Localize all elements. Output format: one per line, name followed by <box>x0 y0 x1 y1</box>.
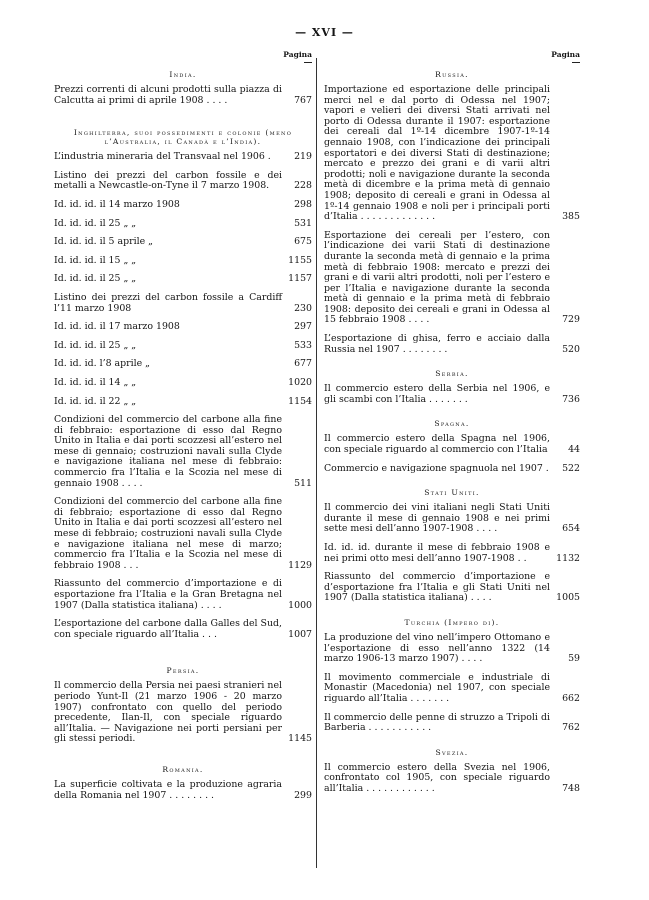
left-column <box>54 50 312 809</box>
entry-page-number: 654 <box>562 523 580 535</box>
entry-title: L’industria mineraria del Transvaal nel 1906 . <box>54 151 271 163</box>
right-index-entry <box>324 572 580 604</box>
entry-title: Condizioni del commercio del carbone alla fine di febbraio: esportazione di esso dal Regno Unito in Italia e dai porti scozzesi all’estero nel mese di gennaio; costruzioni navali sulla Clyde e navigazione italiana nel mese di febbraio: commercio fra l’Italia e la Scozia nel mese di gennaio 1908 . . . . <box>54 414 282 489</box>
entry-page-number: 219 <box>294 151 312 163</box>
entry-page-number: 533 <box>294 339 312 351</box>
entry-title: Id. id. id. il 14 „ „ <box>54 376 137 388</box>
left-index-entry <box>54 322 312 333</box>
entry-page-number: 1155 <box>288 254 312 266</box>
entry-title: Il commercio delle penne di struzzo a Tripoli di Barberia . . . . . . . . . . . <box>324 711 550 734</box>
right-index-entry <box>324 713 580 734</box>
right-index-entry <box>324 434 580 455</box>
entry-title: Il commercio estero della Spagna nel 1906, con speciale riguardo al commercio con l’Italia <box>324 433 550 456</box>
entry-page-number: 44 <box>568 444 580 456</box>
left-section-heading: Persia. <box>166 666 200 676</box>
entry-title: Id. id. id. il 5 aprile „ <box>54 236 153 248</box>
entry-page-number: 297 <box>294 321 312 333</box>
entry-title: Id. id. id. durante il mese di febbraio 1908 e nei primi otto mesi dell’anno 1907-1908 . . <box>324 542 550 564</box>
entry-page-number: 1132 <box>556 552 580 564</box>
right-section-heading: Turchia (Impero di). <box>404 617 500 627</box>
entry-page-number: 511 <box>294 477 312 489</box>
entry-title: La superficie coltivata e la produzione agraria della Romania nel 1907 . . . . . . . . <box>54 778 282 801</box>
column-divider <box>316 58 317 868</box>
entry-page-number: 1157 <box>288 273 312 285</box>
right-section-heading: Spagna. <box>434 419 470 429</box>
entry-title: Condizioni del commercio del carbone alla fine di febbraio; esportazione di esso dal Regno Unito in Italia e dai porti scozzesi all’estero nel mese di febbraio; costruzioni navali sulla Clyde e navigazione italiana nel mese di marzo; commercio fra l’Italia e la Scozia nel mese di febbraio 1908 . . . <box>54 496 282 571</box>
entry-title: Il movimento commerciale e industriale di Monastir (Macedonia) nel 1907, con speciale riguardo all’Italia . . . . . . . <box>324 671 550 704</box>
left-index-entry <box>54 341 312 352</box>
left-pagina-label: Pagina <box>283 50 312 59</box>
entry-title: Il commercio della Persia nei paesi stranieri nel periodo Yunt-Il (21 marzo 1906 - 20 marzo 1907) confrontato con quello del periodo precedente, Ilan-Il, con speciale riguardo all’Italia. — Navigazione nei porti persiani per gli stessi periodi. <box>54 680 282 745</box>
right-index-entry <box>324 384 580 405</box>
entry-title: Riassunto del commercio d’importazione e d’esportazione fra l’Italia e gli Stati Uniti nel 1907 (Dalla statistica italiana) . . . . <box>324 571 550 604</box>
right-index-entry <box>324 633 580 665</box>
right-pagina-label: Pagina <box>551 50 580 59</box>
entry-page-number: 522 <box>562 462 580 474</box>
left-index-entry <box>54 219 312 230</box>
entry-page-number: 748 <box>562 782 580 794</box>
entry-title: Id. id. id. il 17 marzo 1908 <box>54 321 180 333</box>
right-index-entry <box>324 334 580 355</box>
left-index-entry <box>54 274 312 285</box>
entry-page-number: 1145 <box>288 733 312 745</box>
entry-title: Id. id. id. il 14 marzo 1908 <box>54 198 180 210</box>
entry-page-number: 228 <box>294 180 312 192</box>
entry-title: Riassunto del commercio d’importazione e di esportazione fra l’Italia e la Gran Bretagna nel 1907 (Dalla statistica italiana) . . . . <box>54 578 282 611</box>
left-index-entry <box>54 359 312 370</box>
entry-page-number: 230 <box>294 302 312 314</box>
entry-page-number: 1005 <box>556 592 580 604</box>
entry-title: Il commercio estero della Svezia nel 1906, confrontato col 1905, con speciale riguardo all’Italia . . . . . . . . . . . . <box>324 761 550 794</box>
entry-title: Esportazione dei cereali per l’estero, con l’indicazione dei varii Stati di destinazione durante la seconda metà di gennaio e la prima metà di febbraio 1908: mercato e prezzi dei grani e di varii altri prodotti, noli per l’estero e per l’Italia e navigazione durante la seconda metà di gennaio e la prima metà di febbraio 1908: deposito dei cereali e grani in Odessa al 15 febbraio 1908 . . . . <box>324 229 550 326</box>
right-index-entry <box>324 231 580 326</box>
entry-page-number: 1154 <box>288 395 312 407</box>
entry-title: Id. id. id. il 25 „ „ <box>54 339 137 351</box>
right-section-heading: Svezia. <box>435 747 469 757</box>
left-index-entry <box>54 619 312 640</box>
left-index-entry <box>54 415 312 489</box>
entry-page-number: 729 <box>562 314 580 326</box>
entry-title: L’esportazione del carbone dalla Galles del Sud, con speciale riguardo all’Italia . . . <box>54 618 282 640</box>
left-index-entry <box>54 397 312 408</box>
entry-title: Listino dei prezzi del carbon fossile e dei metalli a Newcastle-on-Tyne il 7 marzo 1908. <box>54 169 282 192</box>
entry-page-number: 298 <box>294 198 312 210</box>
left-section-heading: India. <box>169 70 197 79</box>
entry-page-number: 531 <box>294 217 312 229</box>
entry-page-number: 59 <box>568 653 580 665</box>
right-section-heading: Serbia. <box>435 369 469 379</box>
left-section-heading: Romania. <box>162 764 204 774</box>
left-index-entry <box>54 152 312 163</box>
entry-title: Id. id. id. il 25 „ „ <box>54 217 137 229</box>
entry-page-number: 675 <box>294 236 312 248</box>
entry-title: L’esportazione di ghisa, ferro e acciaio dalla Russia nel 1907 . . . . . . . . <box>324 333 550 355</box>
entry-title: Id. id. id. il 25 „ „ <box>54 273 137 285</box>
entry-page-number: 1007 <box>288 628 312 640</box>
entry-title: Importazione ed esportazione delle principali merci nel e dal porto di Odessa nel 1907; vapori e velieri dei diversi Stati arrivati nel porto di Odessa durante il 1907: esportazione dei cereali dal 1º-14 dicembre 1907-1º-14 gennaio 1908, con l’indicazione dei principali esportatori e dei diversi Stati di destinazione; mercato e prezzo dei grani e di varii altri prodotti; noli e navigazione durante la seconda metà di dicembre e la prima metà di gennaio 1908; deposito di cereali e grani in Odessa al 1º-14 gennaio 1908 e noli per i principali porti d’Italia . . . . . . . . . . . . . <box>324 84 550 223</box>
entry-title: Il commercio estero della Serbia nel 1906, e gli scambi con l’Italia . . . . . . . <box>324 383 550 405</box>
entry-page-number: 767 <box>294 94 312 106</box>
entry-title: Il commercio dei vini italiani negli Stati Uniti durante il mese di gennaio 1908 e nei primi sette mesi dell’anno 1907-1908 . . . . <box>324 502 550 535</box>
left-index-entry <box>54 256 312 267</box>
left-index-entry <box>54 681 312 745</box>
left-index-entry <box>54 237 312 248</box>
left-index-entry <box>54 293 312 314</box>
left-index-entry <box>54 579 312 611</box>
entry-page-number: 299 <box>294 789 312 801</box>
right-index-entry <box>324 543 580 564</box>
entry-title: Id. id. id. il 22 „ „ <box>54 395 137 407</box>
entry-page-number: 662 <box>562 692 580 704</box>
entry-page-number: 385 <box>562 211 580 223</box>
entry-page-number: 1000 <box>288 599 312 611</box>
left-index-entry <box>54 171 312 192</box>
entry-page-number: 520 <box>562 343 580 355</box>
page-number: — XVI — <box>295 26 354 39</box>
right-index-entry <box>324 673 580 705</box>
right-index-entry <box>324 464 580 475</box>
entry-page-number: 736 <box>562 393 580 405</box>
right-index-entry <box>324 763 580 795</box>
entry-title: Listino dei prezzi del carbon fossile a Cardiff l’11 marzo 1908 <box>54 291 282 314</box>
left-index-entry <box>54 378 312 389</box>
right-index-entry <box>324 85 580 223</box>
left-index-entry <box>54 497 312 571</box>
left-index-entry <box>54 200 312 211</box>
entry-title: Prezzi correnti di alcuni prodotti sulla piazza di Calcutta ai primi di aprile 1908 . . . . <box>54 84 282 106</box>
right-column <box>324 50 580 803</box>
entry-title: La produzione del vino nell’impero Ottomano e l’esportazione di esso nell’anno 1322 (14 marzo 1906-13 marzo 1907) . . . . <box>324 631 550 665</box>
entry-page-number: 762 <box>562 722 580 734</box>
entry-title: Id. id. id. l’8 aprile „ <box>54 358 150 370</box>
entry-title: Commercio e navigazione spagnuola nel 1907 . <box>324 462 549 474</box>
right-index-entry <box>324 503 580 535</box>
left-index-entry <box>54 85 312 106</box>
right-section-heading: Russia. <box>435 70 469 79</box>
entry-page-number: 1020 <box>288 376 312 388</box>
left-index-entry <box>54 780 312 801</box>
entry-page-number: 1129 <box>288 559 312 571</box>
entry-title: Id. id. id. il 15 „ „ <box>54 254 137 266</box>
right-section-heading: Stati Uniti. <box>424 488 480 498</box>
left-section-heading: Inghilterra, suoi possedimenti e colonie (meno l’Australia, il Canadà e l’India). <box>73 128 293 147</box>
entry-page-number: 677 <box>294 358 312 370</box>
